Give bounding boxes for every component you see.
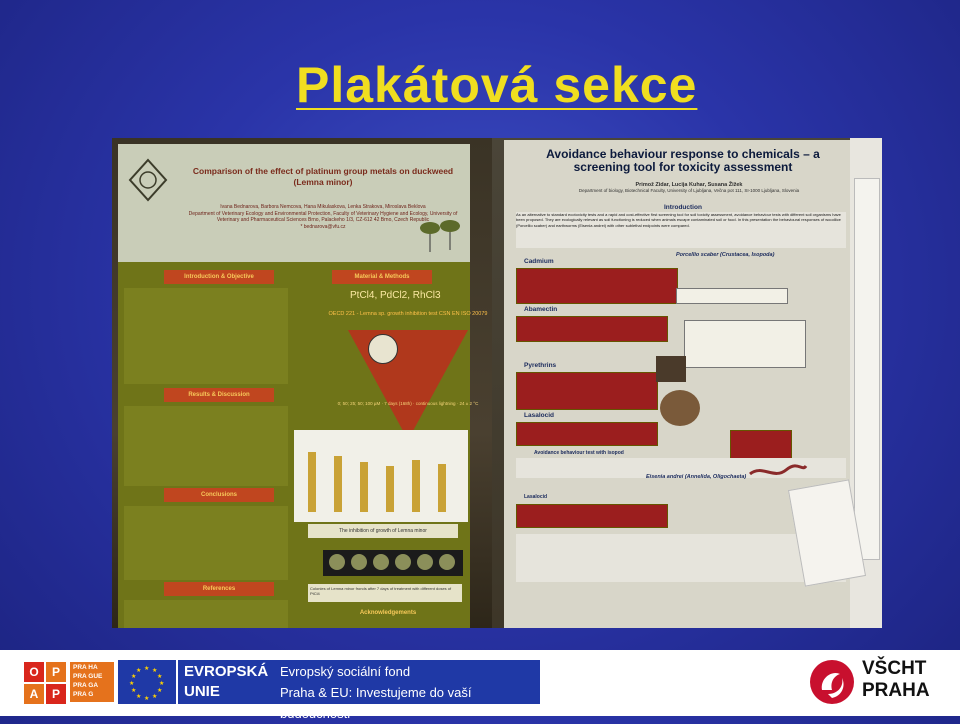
references-text-block: [124, 600, 288, 628]
plates-caption: Colonies of Lemna minor fronds after 7 days of treatment with different doses of PtCl4: [308, 584, 462, 602]
test-method-label: OECD 221 - Lemna sp. growth inhibition test CSN EN ISO 20079: [328, 311, 488, 317]
lasalocid-table: [516, 422, 658, 446]
abamectin-table: [516, 316, 668, 342]
duckweed-icon: [418, 214, 464, 254]
poster-title: Avoidance behaviour response to chemicals – a screening tool for toxicity assessment: [546, 147, 820, 174]
vscht-emblem-icon: [810, 660, 854, 704]
authors-text: Primož Zidar, Lucija Kuhar, Susana Žižek: [635, 182, 743, 188]
earthworm-table: [516, 504, 668, 528]
results-table: [676, 288, 788, 304]
conclusions-text-block: [124, 506, 288, 580]
chem-pyrethrins: Pyrethrins: [524, 362, 557, 369]
chart-bar: [334, 456, 342, 512]
plate: [395, 554, 411, 570]
esf-line2: Praha & EU: Investujeme do vaší budoucnosti: [280, 685, 472, 721]
species-eisenia: Eisenia andrei (Annelida, Oligochaeta): [646, 474, 747, 480]
eu-line2: UNIE: [184, 683, 220, 700]
results-chart: [294, 430, 468, 522]
esf-line1: Evropský sociální fond: [280, 664, 411, 679]
chem-abamectin: Abamectin: [524, 306, 558, 313]
pyrethrins-table: [516, 372, 658, 410]
university-logo-icon: [128, 158, 168, 202]
section-references-header: References: [164, 582, 274, 596]
poster-authors: [544, 182, 834, 194]
opp-letter: P: [46, 662, 66, 682]
chart-bar: [360, 462, 368, 512]
opp-letter: A: [24, 684, 44, 704]
authors-text: Ivana Bednarova, Barbora Nemcova, Hana Mikulaskova, Lenka Strakova, Miroslava Beklova: [220, 204, 426, 210]
vscht-text: [862, 658, 930, 702]
poster-duckweed: [118, 144, 488, 628]
affiliation-text: Department of Veterinary Ecology and Environmental Protection, Faculty of Veterinary Hygiene and Ecology, University of Veterinary and Pharmaceutical Sciences Brno, Palackeho 1/3, CZ-612 42 Brno, Czech Republic: [188, 210, 458, 223]
esf-text: [270, 660, 540, 721]
vscht-line2: PRAHA: [862, 680, 930, 701]
chart-caption: The inhibition of growth of Lemna minor: [308, 524, 458, 538]
praha-row: PRA GUE: [73, 673, 103, 680]
eu-flag-icon: ★ ★ ★ ★ ★ ★ ★ ★ ★ ★ ★ ★: [118, 660, 176, 704]
praha-row: PRA HA: [73, 664, 98, 671]
isopod-photo: [656, 356, 686, 382]
chart-bar: [308, 452, 316, 512]
section-methods-header: Material & Methods: [332, 270, 432, 284]
email-text: * bednarova@vfu.cz: [300, 223, 346, 230]
section-results-header: Results & Discussion: [164, 388, 274, 402]
intro-text-block: [124, 288, 288, 384]
plate: [351, 554, 367, 570]
eu-line1: EVROPSKÁ: [184, 663, 269, 680]
vscht-line1: VŠCHT: [862, 658, 927, 679]
praha-row: PRA G: [73, 691, 94, 698]
chart-bar: [412, 460, 420, 512]
vscht-logo: [800, 656, 944, 708]
results-text-block: [124, 406, 288, 486]
side-sheet: [854, 178, 880, 560]
earthworm-icon: [748, 462, 808, 482]
species-porcellio: Porcellio scaber (Crustacea, Isopoda): [676, 252, 775, 258]
section-intro-header: Introduction & Objective: [164, 270, 274, 284]
conditions-label: 0; 50; 25; 50; 100 µM · 7 days (168h) · continuous lightning · 24 ± 2 °C: [337, 401, 479, 406]
praha-row: PRA GA: [73, 682, 99, 689]
test-label: Avoidance behaviour test with isopod: [534, 450, 624, 456]
poster-header: [118, 144, 470, 262]
section-conclusions-header: Conclusions: [164, 488, 274, 502]
affiliation-text: Department of biology, Biotechnical Faculty, University of Ljubljana, Večna pot 111, SI-1000 Ljubljana, Slovenia: [578, 188, 800, 193]
poster-title: Comparison of the effect of platinum group metals on duckweed (Lemna minor): [192, 166, 454, 187]
chemicals-label: PtCl4, PdCl2, RhCl3: [350, 290, 441, 301]
plate: [373, 554, 389, 570]
chart-bar: [386, 466, 394, 512]
chem-lasalocid-2: Lasalocid: [524, 494, 548, 500]
plate: [439, 554, 455, 570]
soil-dish-photo: [660, 390, 700, 426]
plates-photo: [323, 550, 463, 576]
slide-title: Plakátová sekce: [296, 57, 698, 113]
plate: [329, 554, 345, 570]
petri-dish-icon: [368, 334, 398, 364]
section-acknowledgements-header: Acknowledgements: [359, 610, 417, 616]
poster-photo: [112, 138, 882, 628]
chem-lasalocid: Lasalocid: [524, 412, 554, 419]
cadmium-table: [516, 268, 678, 304]
chart-bar: [438, 464, 446, 512]
opp-letter: P: [46, 684, 66, 704]
chem-cadmium: Cadmium: [524, 258, 554, 265]
endpoint-table: [684, 320, 806, 368]
opp-letter: O: [24, 662, 44, 682]
praha-logo: [70, 662, 114, 702]
intro-text: As an alternative to standard ecotoxicity tests and a rapid and cost-effective first screening tool for soil toxicity assessment, avoidance behaviour tests with different soil organisms have been proposed. They are ecologically relevant as soil functioning is reduced when animals escape contaminated soil or food. In this presentation the behavioural responses of woodlice (Porcellio scaber) and earthworms (Eisenia andrei) with other sublethal endpoints were compared.: [516, 212, 846, 248]
methods-funnel: [348, 330, 468, 440]
eu-text: [178, 660, 270, 704]
plate: [417, 554, 433, 570]
intro-heading: Introduction: [664, 204, 702, 211]
